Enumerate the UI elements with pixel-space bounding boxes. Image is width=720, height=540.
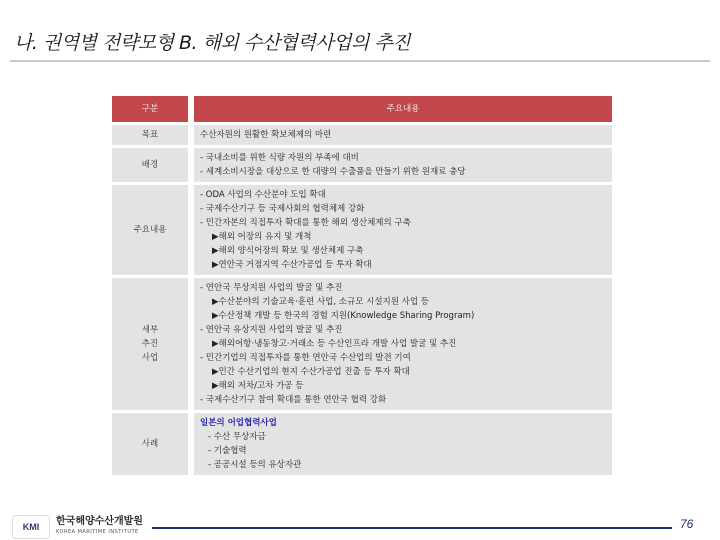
row-content-cell [194,125,612,145]
table-row [112,413,612,475]
content-line: - 세계소비시장을 대상으로 한 대량의 수출품을 만들기 위한 원재료 충당 [200,167,466,177]
page-number: 76 [680,517,694,531]
footer-divider [152,527,672,529]
content-line: 수산자원의 원활한 확보체제의 마련 [200,130,332,140]
table-row [112,278,612,410]
table-row [112,185,612,275]
row-label: 목표 [141,130,159,140]
content-line: - 연안국 유상지원 사업의 발굴 및 추진 [200,325,343,335]
content-line: ▶해외어항·냉동창고·거래소 등 수산인프라 개발 사업 발굴 및 추진 [212,339,457,349]
content-line: ▶수산정책 개발 등 한국의 경험 지원(Knowledge Sharing Program) [212,311,475,321]
row-label: 사례 [141,439,159,449]
row-label: 추진 [141,339,159,349]
content-line: - 국제수산기구 참여 확대를 통한 연안국 협력 강화 [200,395,387,405]
content-line: - ODA 사업의 수산분야 도입 확대 [200,190,326,200]
row-content-cell [194,413,612,475]
row-label: 사업 [141,353,159,363]
row-label: 주요내용 [133,225,167,235]
content-line: - 수산 무상자금 [208,432,266,442]
content-line: ▶해외 저차/고차 가공 등 [212,381,304,391]
row-label-cell [112,185,188,275]
title-divider [10,60,710,62]
row-label-cell [112,148,188,182]
content-line: - 민간기업의 직접투자를 통한 연안국 수산업의 발전 기여 [200,353,411,363]
strategy-table [112,93,612,478]
case-heading: 일본의 어업협력사업 [200,418,277,428]
table-row [112,125,612,145]
row-label: 세부 [141,325,159,335]
content-line: ▶연안국 거점지역 수산가공업 등 투자 확대 [212,260,372,270]
page-title: 나. 권역별 전략모형 B. 해외 수산협력사업의 추진 [14,32,411,54]
logo-mark: KMI [12,515,50,539]
logo-name-kr: 한국해양수산개발원 [56,516,143,527]
header-label-cell: 구분 [112,96,188,122]
row-content-cell [194,185,612,275]
content-line: ▶해외 양식어장의 확보 및 생산체제 구축 [212,246,364,256]
table-row [112,148,612,182]
content-line: - 민간자본의 직접투자 확대를 통한 해외 생산체제의 구축 [200,218,411,228]
content-line: ▶민간 수산기업의 현지 수산가공업 진출 등 투자 확대 [212,367,410,377]
row-label-cell [112,125,188,145]
row-label-cell [112,413,188,475]
content-line: - 기술협력 [208,446,247,456]
row-label-cell [112,278,188,410]
content-line: - 연안국 무상지원 사업의 발굴 및 추진 [200,283,343,293]
table-header-row [112,96,612,122]
logo-name-en: KOREA MARITIME INSTITUTE [56,529,139,535]
content-line: - 국내소비를 위한 식량 자원의 부족에 대비 [200,153,359,163]
kmi-logo [12,514,143,540]
content-line: - 공공시설 등의 유상자관 [208,460,302,470]
row-content-cell [194,148,612,182]
row-label: 배경 [141,160,159,170]
content-line: - 국제수산기구 등 국제사회의 협력체제 강화 [200,204,365,214]
row-content-cell [194,278,612,410]
header-content-cell: 주요내용 [194,96,612,122]
content-line: ▶수산분야의 기술교육·훈련 사업, 소규모 시설지원 사업 등 [212,297,430,307]
content-line: ▶해외 어장의 유지 및 개척 [212,232,312,242]
